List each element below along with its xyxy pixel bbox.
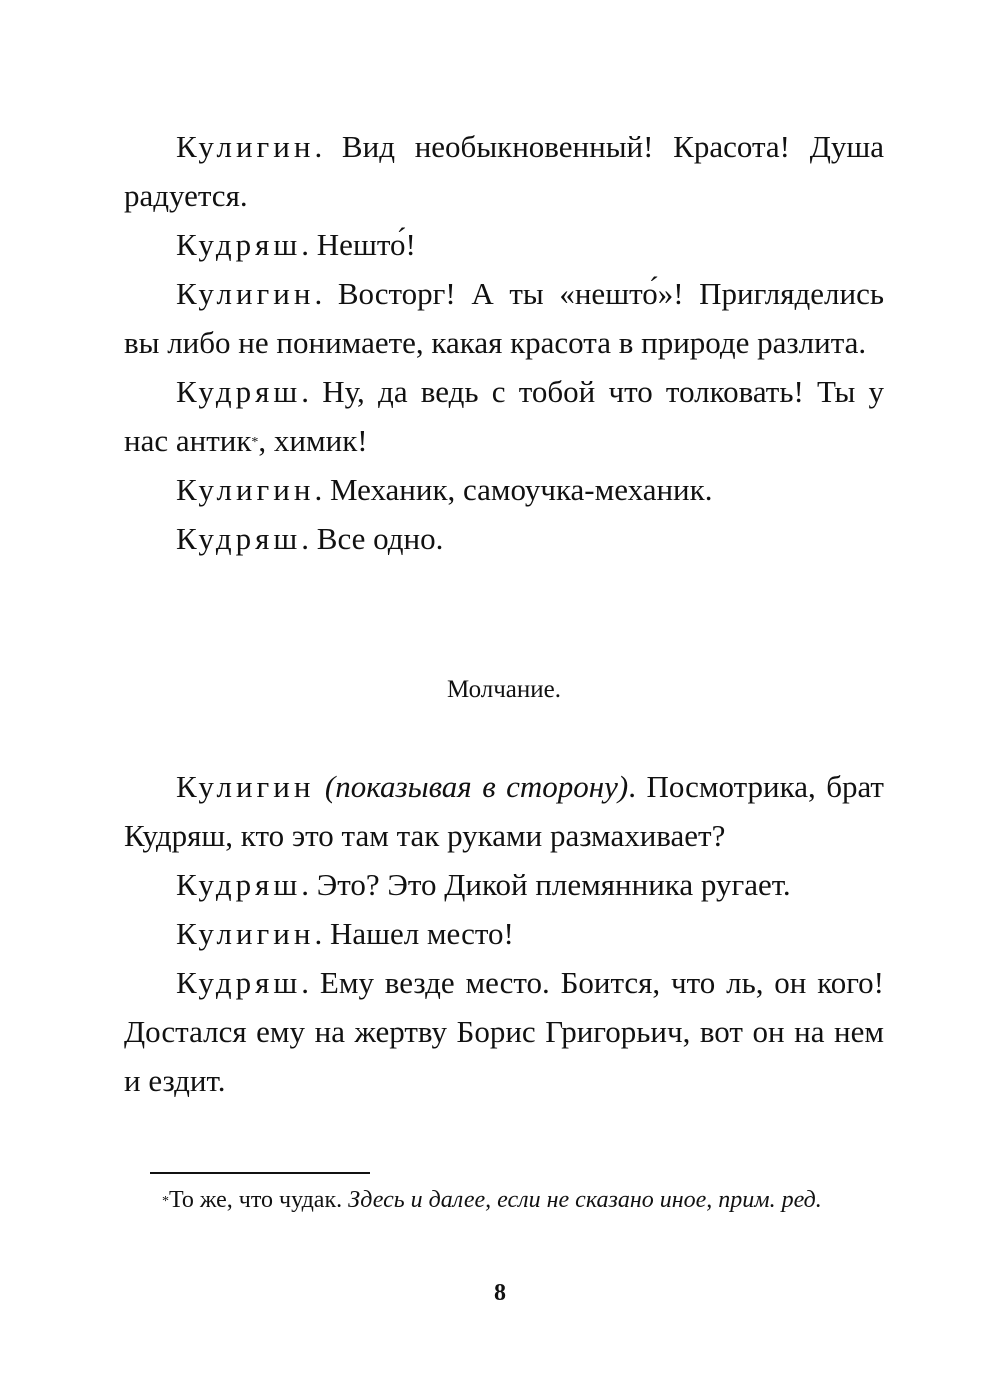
dialogue-bottom xyxy=(124,762,884,1105)
line-text: . Нешто́! xyxy=(301,227,416,262)
speaker-name: Кудряш xyxy=(176,227,302,262)
line-text: . Ну, да ведь с тобой что толковать! Ты у нас антик xyxy=(124,374,884,458)
line-text: . Ему везде место. Боится, что ль, он кого! Достался ему на жертву Борис Григорьич, вот он на нем и ездит. xyxy=(124,965,884,1098)
line-text: . Восторг! А ты «нешто́»! Пригляделись вы либо не понимаете, какая красота в природе разлита. xyxy=(124,276,884,360)
stage-remark: (показывая в сторону) xyxy=(324,769,629,804)
dialogue-line xyxy=(124,465,884,514)
speaker-name: Кулигин xyxy=(176,916,315,951)
dialogue-line xyxy=(124,514,884,563)
dialogue-line xyxy=(124,762,884,860)
footnote-editor-note: Здесь и далее, если не сказано иное, прим. ред. xyxy=(348,1187,822,1213)
dialogue-line xyxy=(124,269,884,367)
dialogue-line xyxy=(124,860,884,909)
speaker-name: Кудряш xyxy=(176,965,302,1000)
dialogue-line xyxy=(124,909,884,958)
dialogue-line xyxy=(124,367,884,465)
line-text: . Механик, самоучка-механик. xyxy=(314,472,713,507)
footnote-mark: * xyxy=(162,1194,169,1209)
speaker-name: Кулигин xyxy=(176,129,315,164)
speaker-name: Кудряш xyxy=(176,867,302,902)
dialogue-line xyxy=(124,958,884,1105)
page-number: 8 xyxy=(494,1280,506,1306)
speaker-name: Кудряш xyxy=(176,374,302,409)
speaker-name: Кулигин xyxy=(176,769,315,804)
speaker-name: Кудряш xyxy=(176,521,302,556)
line-text: . Посмотрика, брат Кудряш, кто это там так руками размахивает? xyxy=(124,769,884,853)
footnote xyxy=(124,1182,884,1218)
dialogue-line xyxy=(124,122,884,220)
speaker-name: Кулигин xyxy=(176,472,315,507)
footnote-divider xyxy=(150,1172,370,1174)
footnote-text: То же, что чудак. xyxy=(169,1187,349,1213)
line-text: . Все одно. xyxy=(301,521,444,556)
dialogue-top xyxy=(124,122,884,563)
line-text: . Нашел место! xyxy=(314,916,514,951)
speaker-name: Кулигин xyxy=(176,276,315,311)
stage-direction: Молчание. xyxy=(446,676,562,703)
footnote-reference: * xyxy=(251,435,259,450)
line-text: . Это? Это Дикой племянника ругает. xyxy=(301,867,791,902)
dialogue-line xyxy=(124,220,884,269)
line-text: , химик! xyxy=(258,423,368,458)
line-text: . Вид необыкновенный! Красота! Душа радуется. xyxy=(124,129,884,213)
